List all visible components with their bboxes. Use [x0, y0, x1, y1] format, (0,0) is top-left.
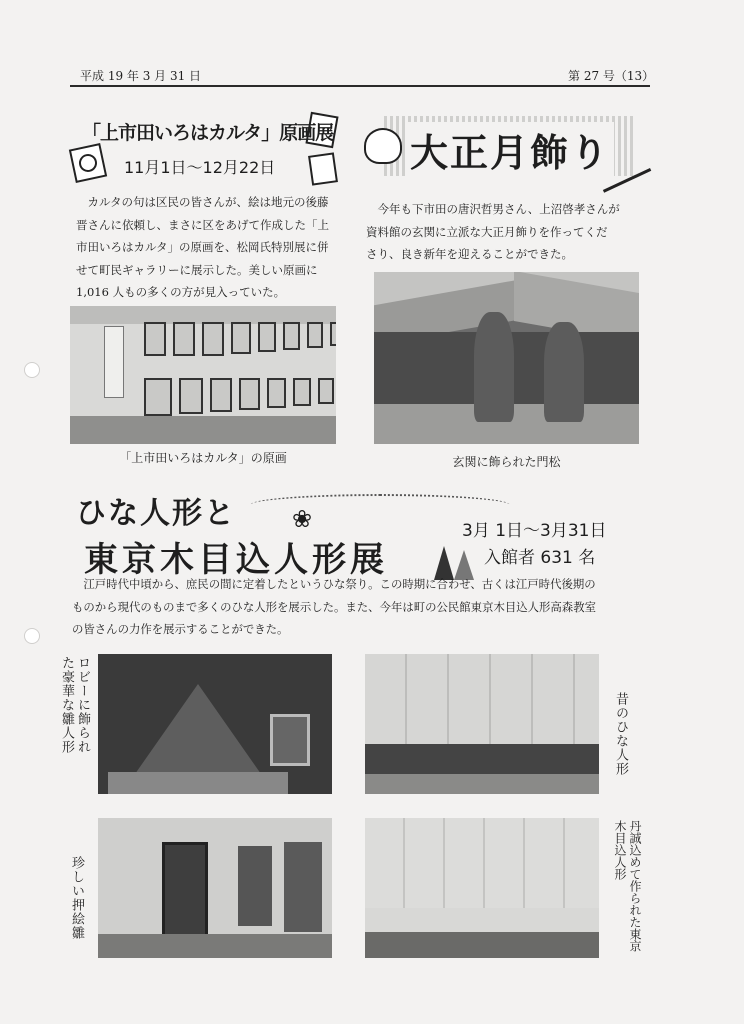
hina-line-3: の皆さんの力作を展示することができた。: [72, 622, 289, 636]
hina-title-line2: 東京木目込人形展: [84, 540, 388, 580]
karuta-photo-caption: 「上市田いろはカルタ」の原画: [119, 451, 287, 465]
karuta-article: [76, 191, 346, 304]
taisho-article: [366, 198, 644, 266]
kimekomi-caption: 丹誠込めて作られた東京木目込人形: [613, 820, 642, 952]
karuta-title: 「上市田いろはカルタ」原画展: [82, 122, 334, 144]
kadomatsu-photo: [374, 272, 639, 444]
hina-title-line1: ひな人形と: [76, 496, 236, 531]
karuta-dates: 11月1日～12月22日: [124, 158, 276, 177]
karuta-gallery-photo: [70, 306, 336, 444]
hina-dates: 3月 1日～3月31日: [462, 521, 607, 541]
hina-line-2: ものから現代のものまで多くのひな人形を展示した。また、今年は町の公民館東京木目込人形高森教室: [72, 599, 596, 614]
binder-hole-bottom: [24, 628, 40, 644]
karuta-line-3: 市田いろはカルタ」の原画を、松岡氏特別展に併: [76, 240, 329, 254]
karuta-card-icon-right-2: [308, 152, 338, 185]
karuta-title-banner: [72, 104, 334, 184]
header-issue: 第 27 号（13）: [568, 69, 655, 83]
karuta-line-5: 1,016 人もの多くの方が見入っていた。: [76, 285, 286, 299]
hina-visitors: 入館者 631 名: [484, 548, 596, 568]
taisho-line-3: さり、良き新年を迎えることができた。: [366, 247, 573, 261]
hina-line-1: 江戸時代中頃から、庶民の間に定着したというひな祭り。この時期に合わせ、古くは江戸時代後期の: [83, 577, 596, 591]
lobby-hina-photo: [98, 654, 332, 794]
taisho-title: 大正月飾り: [406, 122, 614, 177]
hina-article: [72, 573, 654, 641]
karuta-line-1: カルタの句は区民の皆さんが、絵は地元の後藤: [87, 195, 329, 209]
karuta-line-2: 晋さんに依頼し、まさに区をあげて作成した「上: [76, 217, 329, 232]
lobby-photo-caption: ロビーに飾られた豪華な雛人形: [59, 656, 90, 754]
old-hina-photo: [365, 654, 599, 794]
taisho-line-1: 今年も下市田の唐沢哲男さん、上沼啓孝さんが: [377, 202, 620, 216]
header-date: 平成 19 年 3 月 31 日: [80, 69, 202, 83]
karuta-line-4: せて町民ギャラリーに展示した。美しい原画に: [76, 262, 318, 277]
oshie-photo-caption: 珍しい押絵雛: [69, 856, 84, 940]
flower-icon: ❀: [292, 505, 313, 533]
kimekomi-photo: [365, 818, 599, 958]
taisho-line-2: 資料館の玄関に立派な大正月飾りを作ってくだ: [366, 224, 608, 239]
header-rule: [70, 85, 650, 87]
oshie-hina-photo: [98, 818, 332, 958]
kettle-icon: [364, 128, 402, 164]
karuta-card-icon: [69, 143, 107, 183]
dotted-flourish: [250, 494, 510, 516]
kadomatsu-photo-caption: 玄関に飾られた門松: [452, 455, 561, 469]
taisho-title-banner: [364, 108, 660, 188]
binder-hole-top: [24, 362, 40, 378]
old-hina-caption: 昔のひな人形: [613, 692, 628, 776]
